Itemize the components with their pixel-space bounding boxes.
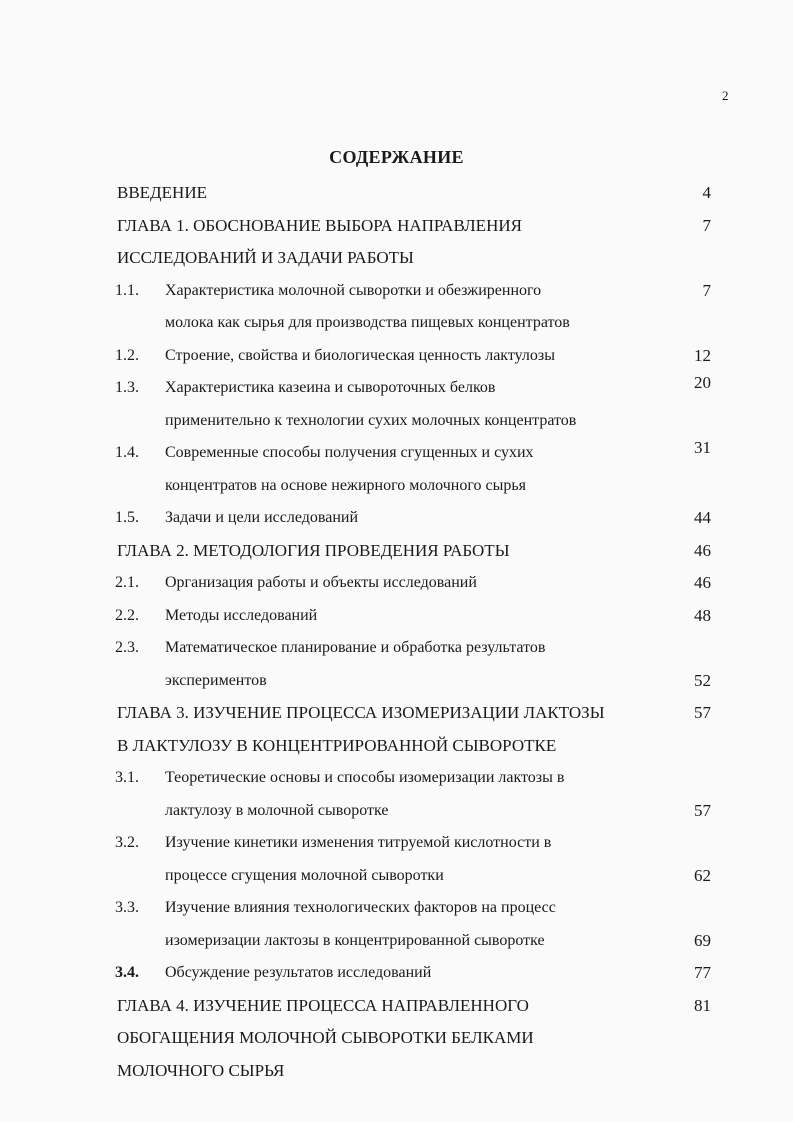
toc-entry	[0, 762, 793, 795]
toc-entry-text: ГЛАВА 2. МЕТОДОЛОГИЯ ПРОВЕДЕНИЯ РАБОТЫ	[117, 540, 510, 560]
toc-entry-text: молока как сырья для производства пищевых концентратов	[165, 314, 570, 331]
toc-entry-text: применительно к технологии сухих молочных концентратов	[165, 411, 577, 429]
toc-entry	[0, 242, 793, 275]
toc-entry	[0, 600, 793, 633]
toc-entry-number: 2.2.	[115, 606, 139, 624]
toc-entry-page: 7	[702, 280, 711, 300]
toc-entry-text: Организация работы и объекты исследований	[165, 574, 477, 591]
toc-entry-number: 1.4.	[115, 444, 139, 461]
toc-entry-page: 57	[694, 703, 711, 722]
toc-entry-text: Современные способы получения сгущенных и сухих	[165, 444, 534, 461]
toc-entry-text: ИССЛЕДОВАНИЙ И ЗАДАЧИ РАБОТЫ	[117, 248, 414, 267]
toc-entry-text: Характеристика казеина и сывороточных белков	[165, 379, 496, 396]
toc-entry-text: Характеристика молочной сыворотки и обезжиренного	[165, 281, 542, 299]
toc-entry	[0, 372, 793, 405]
toc-entry	[0, 177, 793, 210]
toc-entry	[0, 892, 793, 925]
toc-entry	[0, 307, 793, 340]
toc-entry-text: экспериментов	[165, 671, 267, 689]
toc-entry	[0, 957, 793, 990]
toc-entry-page: 52	[694, 670, 711, 690]
toc-entry	[0, 827, 793, 860]
toc-entry-text: МОЛОЧНОГО СЫРЬЯ	[117, 1060, 285, 1080]
toc-entry-text: ГЛАВА 1. ОБОСНОВАНИЕ ВЫБОРА НАПРАВЛЕНИЯ	[117, 215, 522, 235]
toc-entry	[0, 1022, 793, 1055]
toc-entry	[0, 632, 793, 665]
toc-entry	[0, 275, 793, 308]
page-number: 2	[722, 88, 729, 103]
toc-entry-text: Теоретические основы и способы изомеризации лактозы в	[165, 769, 565, 786]
toc-entry-page: 46	[694, 540, 711, 560]
toc-entry	[0, 860, 793, 893]
toc-entry-text: Методы исследований	[165, 606, 318, 624]
toc-entry-page: 12	[694, 345, 711, 365]
toc-entry-text: процессе сгущения молочной сыворотки	[165, 866, 444, 884]
toc-entry-number: 3.3.	[115, 899, 139, 916]
toc-entry-page: 44	[694, 508, 711, 527]
toc-entry-number: 3.4.	[115, 964, 139, 981]
toc-entry-text: В ЛАКТУЛОЗУ В КОНЦЕНТРИРОВАННОЙ СЫВОРОТКЕ	[117, 735, 557, 755]
toc-entry	[0, 697, 793, 730]
toc-entry-page: 20	[694, 373, 711, 392]
page-title: СОДЕРЖАНИЕ	[329, 147, 464, 167]
toc-entry-text: лактулозу в молочной сыворотке	[165, 801, 389, 819]
toc-entry	[0, 665, 793, 698]
toc-entry	[0, 437, 793, 470]
toc-entry-text: Обсуждение результатов исследований	[165, 964, 432, 981]
toc-entry-number: 2.1.	[115, 574, 139, 591]
toc-entry-text: ОБОГАЩЕНИЯ МОЛОЧНОЙ СЫВОРОТКИ БЕЛКАМИ	[117, 1028, 534, 1047]
toc-entry	[0, 535, 793, 568]
toc-entry	[0, 990, 793, 1023]
toc-entry-text: ГЛАВА 4. ИЗУЧЕНИЕ ПРОЦЕССА НАПРАВЛЕННОГО	[117, 995, 529, 1015]
toc-entry-page: 81	[694, 995, 711, 1015]
toc-entry-number: 1.5.	[115, 509, 139, 526]
toc-entry-page: 48	[694, 605, 711, 625]
toc-entry-page: 77	[694, 963, 711, 982]
toc-entry-text: Изучение кинетики изменения титруемой кислотности в	[165, 834, 552, 851]
toc-entry	[0, 470, 793, 503]
toc-entry-text: Математическое планирование и обработка результатов	[165, 639, 546, 656]
toc-entry	[0, 567, 793, 600]
toc-entry	[0, 795, 793, 828]
toc-entry-number: 3.2.	[115, 834, 139, 851]
toc-entry-text: изомеризации лактозы в концентрированной сыворотке	[165, 931, 545, 949]
toc-entry	[0, 210, 793, 243]
toc-entry-number: 2.3.	[115, 639, 139, 656]
toc-entry	[0, 1055, 793, 1088]
table-of-contents	[0, 177, 793, 1087]
toc-entry-page: 4	[702, 183, 711, 202]
toc-entry-page: 7	[702, 215, 711, 235]
toc-entry-page: 57	[694, 800, 711, 820]
toc-entry-text: Изучение влияния технологических факторов на процесс	[165, 899, 556, 916]
toc-entry-text: ГЛАВА 3. ИЗУЧЕНИЕ ПРОЦЕССА ИЗОМЕРИЗАЦИИ ЛАКТОЗЫ	[117, 703, 605, 722]
toc-entry	[0, 730, 793, 763]
toc-entry-number: 1.1.	[115, 281, 139, 299]
toc-entry-page: 46	[694, 573, 711, 592]
toc-entry-number: 1.3.	[115, 379, 139, 396]
toc-entry-text: концентратов на основе нежирного молочного сырья	[165, 476, 527, 494]
toc-entry-page: 69	[694, 930, 711, 950]
toc-entry	[0, 925, 793, 958]
toc-entry-number: 3.1.	[115, 769, 139, 786]
toc-entry	[0, 502, 793, 535]
toc-entry-text: Задачи и цели исследований	[165, 509, 359, 526]
toc-entry-page: 31	[694, 438, 711, 457]
toc-entry-page: 62	[694, 865, 711, 885]
toc-entry-text: ВВЕДЕНИЕ	[117, 183, 207, 202]
toc-entry-text: Строение, свойства и биологическая ценность лактулозы	[165, 346, 555, 364]
toc-entry-number: 1.2.	[115, 346, 139, 364]
